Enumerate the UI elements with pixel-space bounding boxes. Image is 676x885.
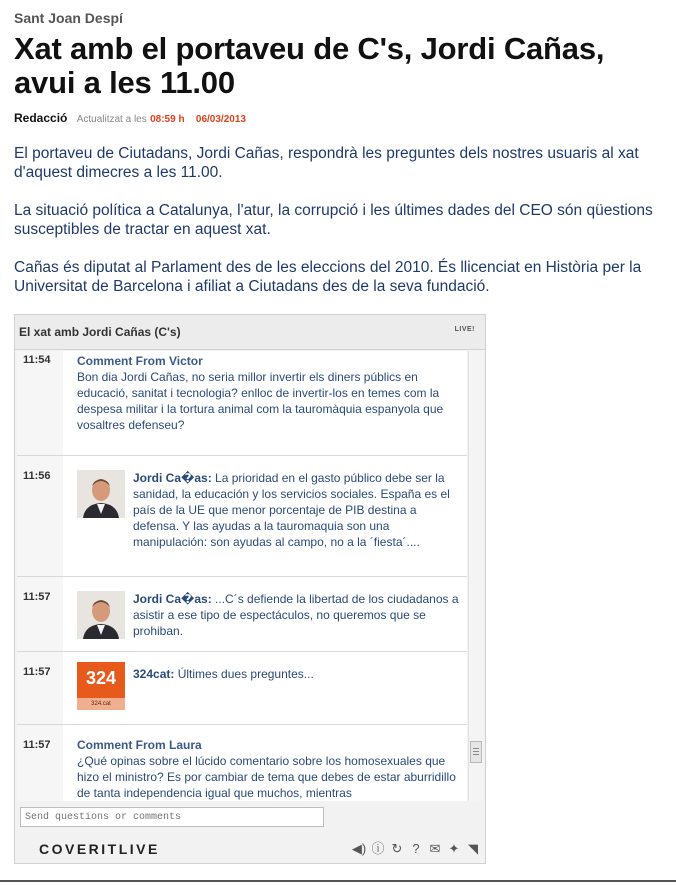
footer-icons <box>351 841 481 857</box>
comment-icon[interactable]: ✉ <box>429 841 441 856</box>
grip-line <box>473 748 479 749</box>
entry-body <box>133 666 463 682</box>
entry-time: 11:54 <box>23 354 51 366</box>
entry-text: ...C´s defiende la libertad de los ciudadanos a asistir a ese tipo de espectáculos, no queremos que se prohiban. <box>133 592 459 638</box>
time-column <box>17 725 63 801</box>
entry-author: 324cat: <box>133 667 175 681</box>
comment-text: Bon dia Jordi Cañas, no seria millor invertir els diners públics en educació, sanitat i tecnologia? enlloc de invertir-los en temes com la despesa militar i la tortura animal com la tauromàquia espanyola que vosaltres defenseu? <box>77 370 444 432</box>
time-column <box>17 351 63 455</box>
chat-header <box>15 315 485 350</box>
chat-entry <box>17 577 467 652</box>
comment-heading: Comment From Victor <box>77 354 203 368</box>
comment-text: ¿Qué opinas sobre el lúcido comentario sobre los homosexuales que hizo el ministro? Es por cambiar de tema que debes de estar aburridillo de tanta independencia igual que muchos, mientras <box>77 754 456 800</box>
section-label[interactable]: Sant Joan Despí <box>14 10 123 26</box>
time-column <box>17 577 63 651</box>
entry-time: 11:57 <box>23 739 51 751</box>
entry-author: Jordi Ca�as: <box>133 592 212 606</box>
grip-line <box>473 751 479 752</box>
top-border <box>0 0 676 4</box>
chat-footer <box>15 835 485 863</box>
article-paragraph: La situació política a Catalunya, l'atur, la corrupció i les últimes dades del CEO són qüestions susceptibles de tractar en aquest xat. <box>14 202 653 238</box>
bottom-rule <box>0 880 676 882</box>
chat-entry <box>17 652 467 725</box>
entry-text: La prioridad en el gasto público debe ser la sanidad, la educación y los servicios sociales. España es el país de la UE que menor porcentaje de PIB destina a defensa. Y las ayudas a la tauromaquia son una manipulación: son ayudas al campo, no a la ´fiesta´.... <box>133 471 450 549</box>
time-column <box>17 652 63 724</box>
byline-author: Redacció <box>14 111 68 125</box>
byline <box>14 111 246 125</box>
info-icon[interactable]: ⓘ <box>371 841 385 856</box>
article-headline: Xat amb el portaveu de C's, Jordi Cañas, avui a les 11.00 <box>14 31 605 100</box>
article-paragraph: Cañas és diputat al Parlament des de les eleccions del 2010. És llicenciat en Història per la Universitat de Barcelona i afiliat a Ciutadans des de la seva fundació. <box>14 259 642 295</box>
jordi-canas-avatar <box>77 470 125 518</box>
live-badge: LIVE! <box>454 326 475 333</box>
entry-body <box>133 591 463 639</box>
article-paragraph: El portaveu de Ciutadans, Jordi Cañas, respondrà les preguntes dels nostres usuaris al xat d'aquest dimecres a les 11.00. <box>14 145 639 181</box>
scrollbar-thumb[interactable] <box>470 741 482 763</box>
chat-entry <box>17 725 467 801</box>
logo-subtext: 324.cat <box>77 698 125 710</box>
entry-author: Jordi Ca�as: <box>133 471 212 485</box>
byline-time: 08:59 h <box>150 114 185 125</box>
chat-title: El xat amb Jordi Cañas (C's) <box>19 325 181 339</box>
live-chat-widget <box>14 314 486 864</box>
question-input[interactable] <box>20 807 324 827</box>
jordi-canas-avatar <box>77 591 125 639</box>
entry-time: 11:57 <box>23 591 51 603</box>
volume-icon[interactable]: ◀) <box>351 841 367 856</box>
coveritlive-logo[interactable]: COVERITLIVE <box>39 841 160 857</box>
chat-entries[interactable] <box>17 351 467 801</box>
chat-scrollbar[interactable] <box>468 351 483 801</box>
comment-heading: Comment From Laura <box>77 738 202 752</box>
entry-time: 11:57 <box>23 666 51 678</box>
byline-updated-label: Actualitzat a les <box>76 114 147 125</box>
324cat-logo <box>77 662 125 710</box>
chat-entry <box>17 351 467 456</box>
byline-date: 06/03/2013 <box>195 114 246 125</box>
logo-text: 324 <box>85 668 117 688</box>
refresh-icon[interactable]: ↻ <box>391 841 403 856</box>
help-icon[interactable]: ? <box>412 841 420 856</box>
twitter-icon[interactable]: ✦ <box>448 841 460 856</box>
entry-text: Últimes dues preguntes... <box>174 667 314 681</box>
rss-icon[interactable]: ◥ <box>468 841 478 856</box>
entry-body <box>77 737 462 801</box>
entry-time: 11:56 <box>23 470 51 482</box>
entry-body <box>77 353 457 433</box>
entry-body <box>133 470 463 550</box>
grip-line <box>473 754 479 755</box>
chat-entry <box>17 456 467 577</box>
